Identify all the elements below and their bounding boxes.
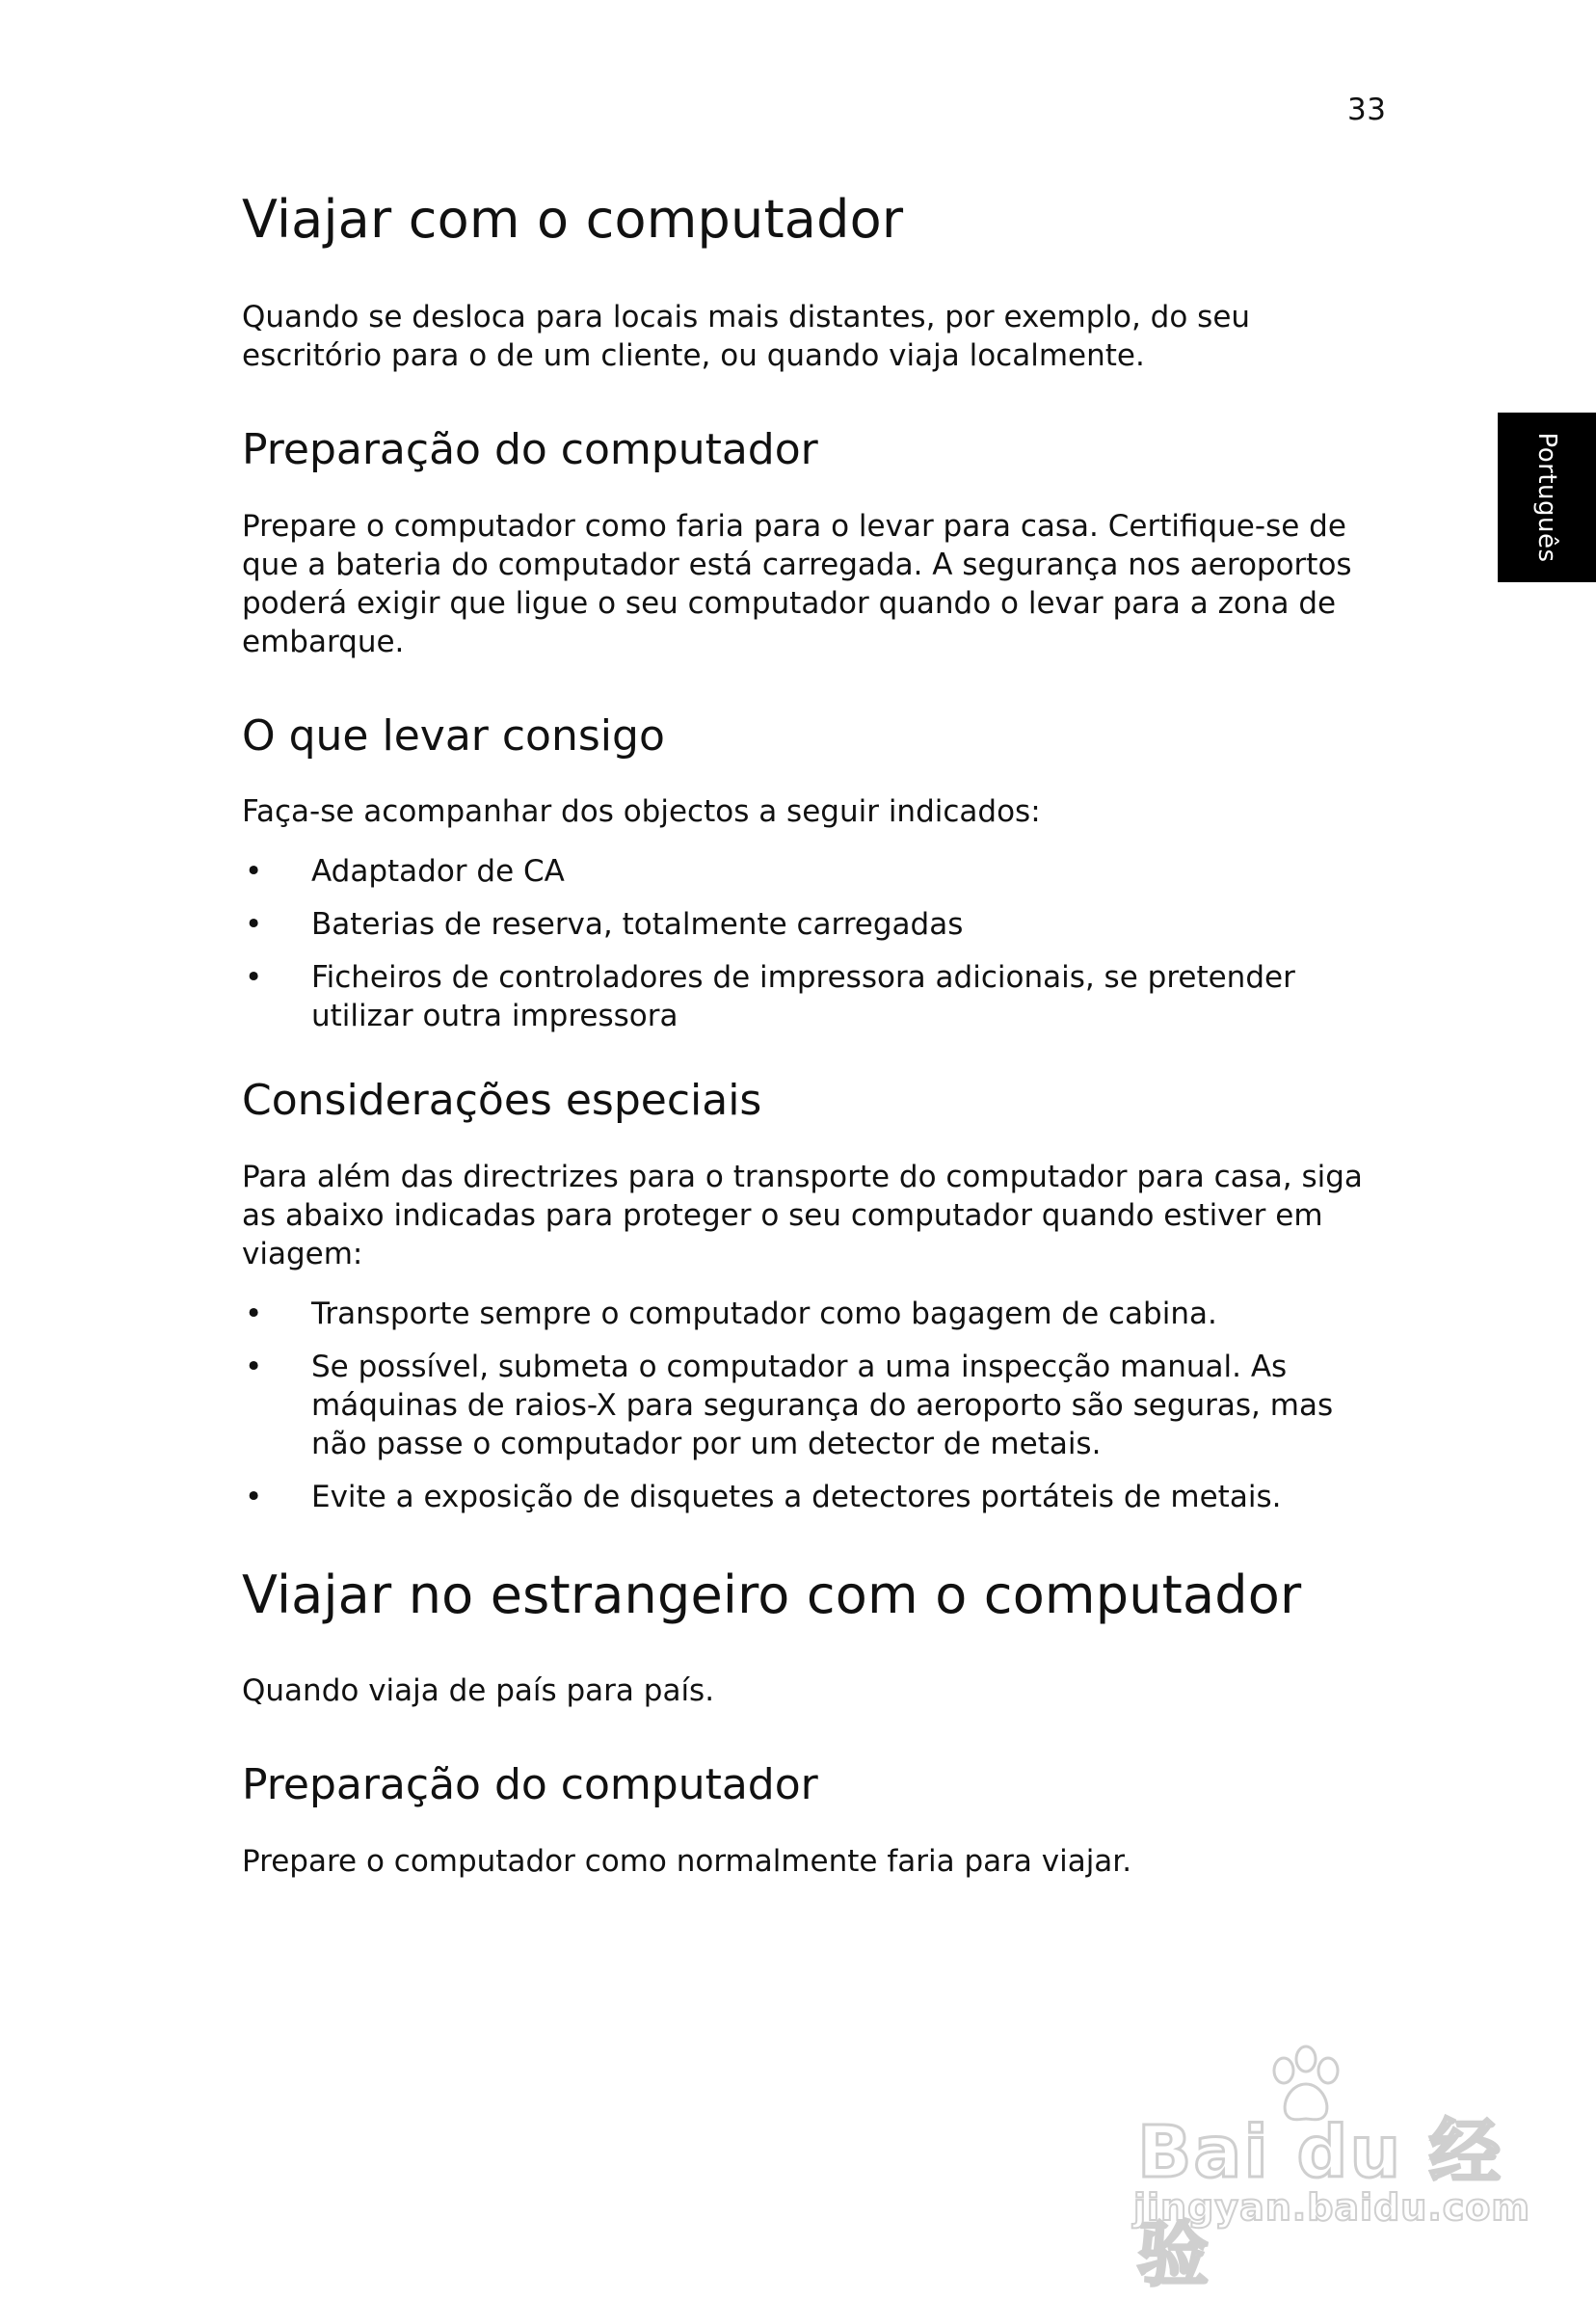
heading-prepare-computer-abroad: Preparação do computador [242,1759,818,1809]
list-item-text: Ficheiros de controladores de impressora adicionais, se pretender utilizar outra impressora [311,960,1295,1034]
bullet-icon: • [245,1350,263,1385]
what-to-bring-intro: Faça-se acompanhar dos objectos a seguir indicados: [242,794,1041,830]
prepare-computer-paragraph: Prepare o computador como faria para o levar para casa. Certifique-se de que a bateria do computador está carregada. A segurança nos aeroportos poderá exigir que ligue o seu computador quando o levar para a zona de embarque. [242,508,1352,659]
heading-special-considerations: Considerações especiais [242,1076,762,1126]
travel-intro-paragraph: Quando se desloca para locais mais distantes, por exemplo, do seu escritório para o de um cliente, ou quando viaja localmente. [242,299,1251,373]
page-number: 33 [1347,93,1387,127]
list-item [242,1348,1379,1463]
list-item-text: Se possível, submeta o computador a uma inspecção manual. As máquinas de raios-X para segurança do aeroporto são seguras, mas não passe o computador por um detector de metais. [311,1350,1334,1462]
special-considerations-list [242,1295,1379,1516]
special-considerations-intro: Para além das directrizes para o transporte do computador para casa, siga as abaixo indicadas para proteger o seu computador quando estiver em viagem: [242,1160,1363,1272]
heading-travel-with-computer: Viajar com o computador [242,189,904,250]
list-item-text: Transporte sempre o computador como bagagem de cabina. [311,1297,1217,1332]
bullet-icon: • [245,960,263,996]
language-side-tab-label: Português [1532,432,1561,563]
heading-travel-abroad: Viajar no estrangeiro com o computador [242,1565,1302,1626]
language-side-tab [1498,413,1596,582]
list-item [242,905,1379,944]
list-item [242,1478,1379,1516]
list-item-text: Baterias de reserva, totalmente carregadas [311,907,964,943]
baidu-jingyan-watermark [1120,2042,1530,2296]
list-item-text: Adaptador de CA [311,854,565,890]
watermark-brand: Bai du 经验 [1137,2111,1503,2296]
list-item-text: Evite a exposição de disquetes a detectores portáteis de metais. [311,1480,1282,1515]
list-item [242,1295,1379,1333]
list-item [242,852,1379,891]
watermark-site: jingyan.baidu.com [1133,2186,1530,2229]
heading-what-to-bring: O que levar consigo [242,710,665,761]
travel-abroad-intro: Quando viaja de país para país. [242,1672,715,1708]
list-item [242,958,1379,1035]
prepare-computer-abroad-paragraph: Prepare o computador como normalmente faria para viajar. [242,1843,1132,1879]
bullet-icon: • [245,1297,263,1332]
document-body [242,189,1379,1881]
bullet-icon: • [245,1480,263,1515]
what-to-bring-list [242,852,1379,1035]
bullet-icon: • [245,854,263,890]
heading-prepare-computer: Preparação do computador [242,424,818,474]
bullet-icon: • [245,907,263,943]
